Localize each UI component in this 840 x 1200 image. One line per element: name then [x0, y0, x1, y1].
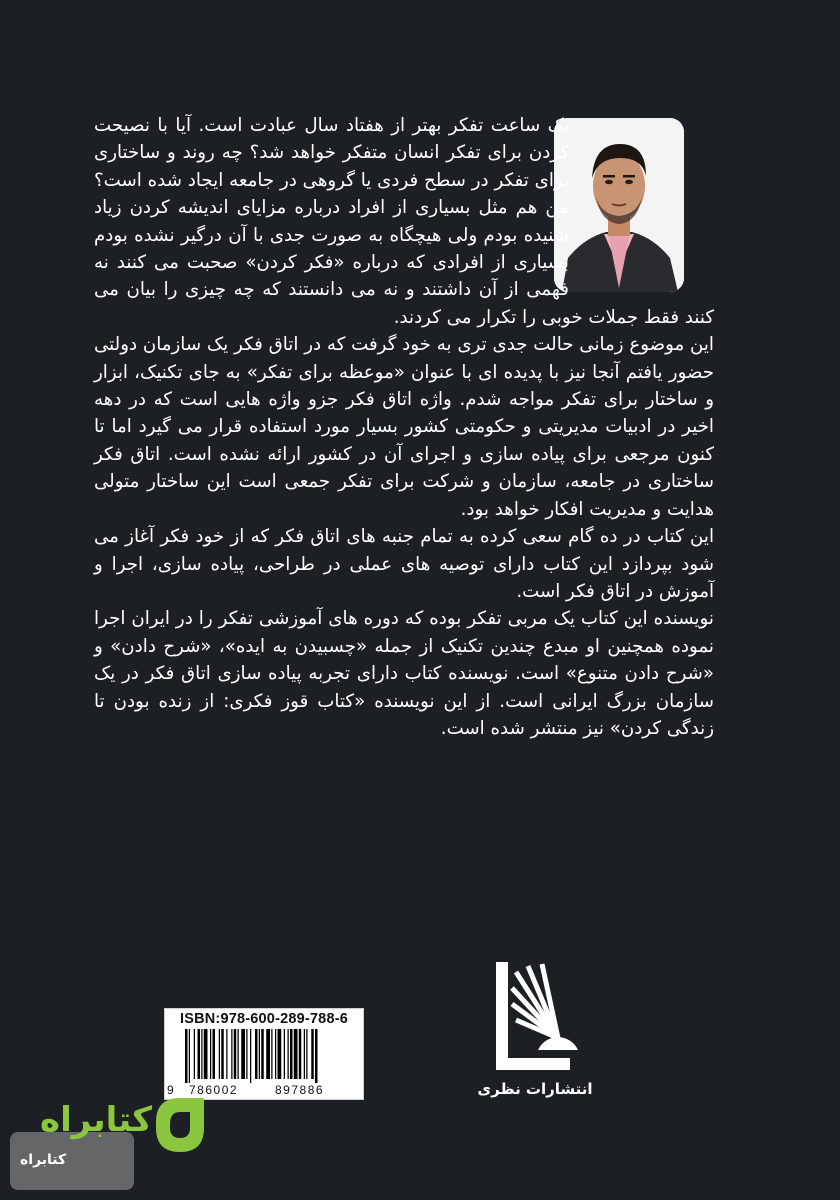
barcode-bar: [213, 1029, 216, 1079]
barcode-digits-right: 897886: [275, 1083, 325, 1097]
barcode-bar: [266, 1029, 270, 1079]
isbn-label: ISBN:978-600-289-788-6: [179, 1011, 349, 1027]
paragraph-4: نویسنده این کتاب یک مربی تفکر بوده که دوره های آموزشی تفکر را در ایران اجرا نموده همچنین او مبدع چندین تکنیک از جمله «چسبیدن به ایده»، «شرح دادن» و «شرح دادن متنوع» است. نویسنده کتاب دارای تجربه پیاده سازی اتاق فکر در یک سازمان بزرگ ایرانی است. از این نویسنده «کتاب قوز فکری: از زنده بودن تا زندگی کردن» نیز منتشر شده است.: [94, 608, 714, 739]
barcode-bar: [275, 1029, 276, 1079]
publisher-name: انتشارات نظری: [477, 1080, 593, 1098]
barcode-bar: [284, 1029, 285, 1079]
isbn-barcode-box: [164, 1008, 364, 1100]
barcode-bar: [226, 1029, 227, 1079]
barcode-bar: [198, 1029, 201, 1079]
barcode-bar: [219, 1029, 220, 1079]
barcode-bar: [311, 1029, 314, 1079]
barcode-bar: [210, 1029, 211, 1079]
barcode-bar: [306, 1029, 307, 1079]
barcode-bar: [241, 1029, 245, 1079]
barcode-bar: [255, 1029, 258, 1079]
barcode-bar: [315, 1029, 318, 1083]
barcode-bar: [261, 1029, 264, 1079]
back-cover-text: [94, 112, 714, 742]
paragraph-2: این موضوع زمانی حالت جدی تری به خود گرفت که در اتاق فکر یک سازمان دولتی حضور یافتم آنجا نیز با پدیده ای با عنوان «موعظه برای تفکر» به جای تکنیک، ابزار و ساختار برای تفکر مواجه شدم. واژه اتاق فکر جزو واژه هایی است که در دهه اخیر در ادبیات مدیریتی و حکومتی کشور بسیار مورد استفاده قرار می گیرد اما تا کنون مرجعی برای پیاده سازی و اجرای آن در کشور ارائه نشده است. اتاق فکر ساختاری در جامعه، سازمان و شرکت برای تفکر جمعی است این ساختار متولی هدایت و مدیریت افکار خواهد بود.: [94, 334, 714, 520]
ketabrah-badge-text: کتابراه: [20, 1152, 67, 1168]
barcode-bar: [304, 1029, 305, 1079]
barcode-bar: [271, 1029, 272, 1079]
paragraph-1: یک ساعت تفکر بهتر از هفتاد سال عبادت است. آیا با نصیحت کردن برای تفکر انسان متفکر خواهد شد؟ چه روند و ساختاری برای تفکر در سطح فردی یا گروهی در جامعه ایجاد شده است؟ من هم مثل بسیاری از افراد درباره مزایای اندیشه کردن زیاد شنیده بودم ولی هیچگاه به صورت جدی با آن درگیر نشده بودم بسیاری از افرادی که درباره «فکر کردن» صحبت می کنند نه فهمی از آن داشتند و نه می دانستند که چه چیزی را بیان می کنند فقط جملات خوبی را تکرار می کردند.: [94, 115, 714, 328]
barcode-bar: [231, 1029, 232, 1079]
barcode-bar: [234, 1029, 237, 1079]
barcode-bar: [278, 1029, 282, 1079]
barcode-digits-left: 786002: [189, 1083, 239, 1097]
barcode-bar: [250, 1029, 251, 1083]
ketabrah-logo-icon: [146, 1092, 210, 1156]
ketabrah-watermark-text: کتابراه: [40, 1100, 153, 1140]
barcode-bar: [189, 1029, 190, 1083]
barcode: [171, 1029, 357, 1083]
barcode-bar: [201, 1029, 202, 1079]
barcode-bar: [194, 1029, 195, 1079]
barcode-bar: [288, 1029, 289, 1079]
barcode-bar: [299, 1029, 302, 1079]
publisher-logo-icon: [478, 958, 588, 1078]
barcode-digit-first: 9: [167, 1083, 174, 1097]
barcode-bar: [290, 1029, 293, 1079]
barcode-bar: [259, 1029, 260, 1079]
barcode-bar: [246, 1029, 247, 1079]
barcode-bar: [294, 1029, 298, 1079]
paragraph-3: این کتاب در ده گام سعی کرده به تمام جنبه های اتاق فکر که از خود فکر آغاز می شود بپردازد این کتاب دارای توصیه های عملی در طراحی، پیاده سازی، اجرا و آموزش در اتاق فکر است.: [94, 526, 714, 602]
barcode-bar: [204, 1029, 208, 1079]
barcode-bar: [185, 1029, 188, 1083]
barcode-bar: [221, 1029, 224, 1079]
barcode-bar: [238, 1029, 239, 1079]
